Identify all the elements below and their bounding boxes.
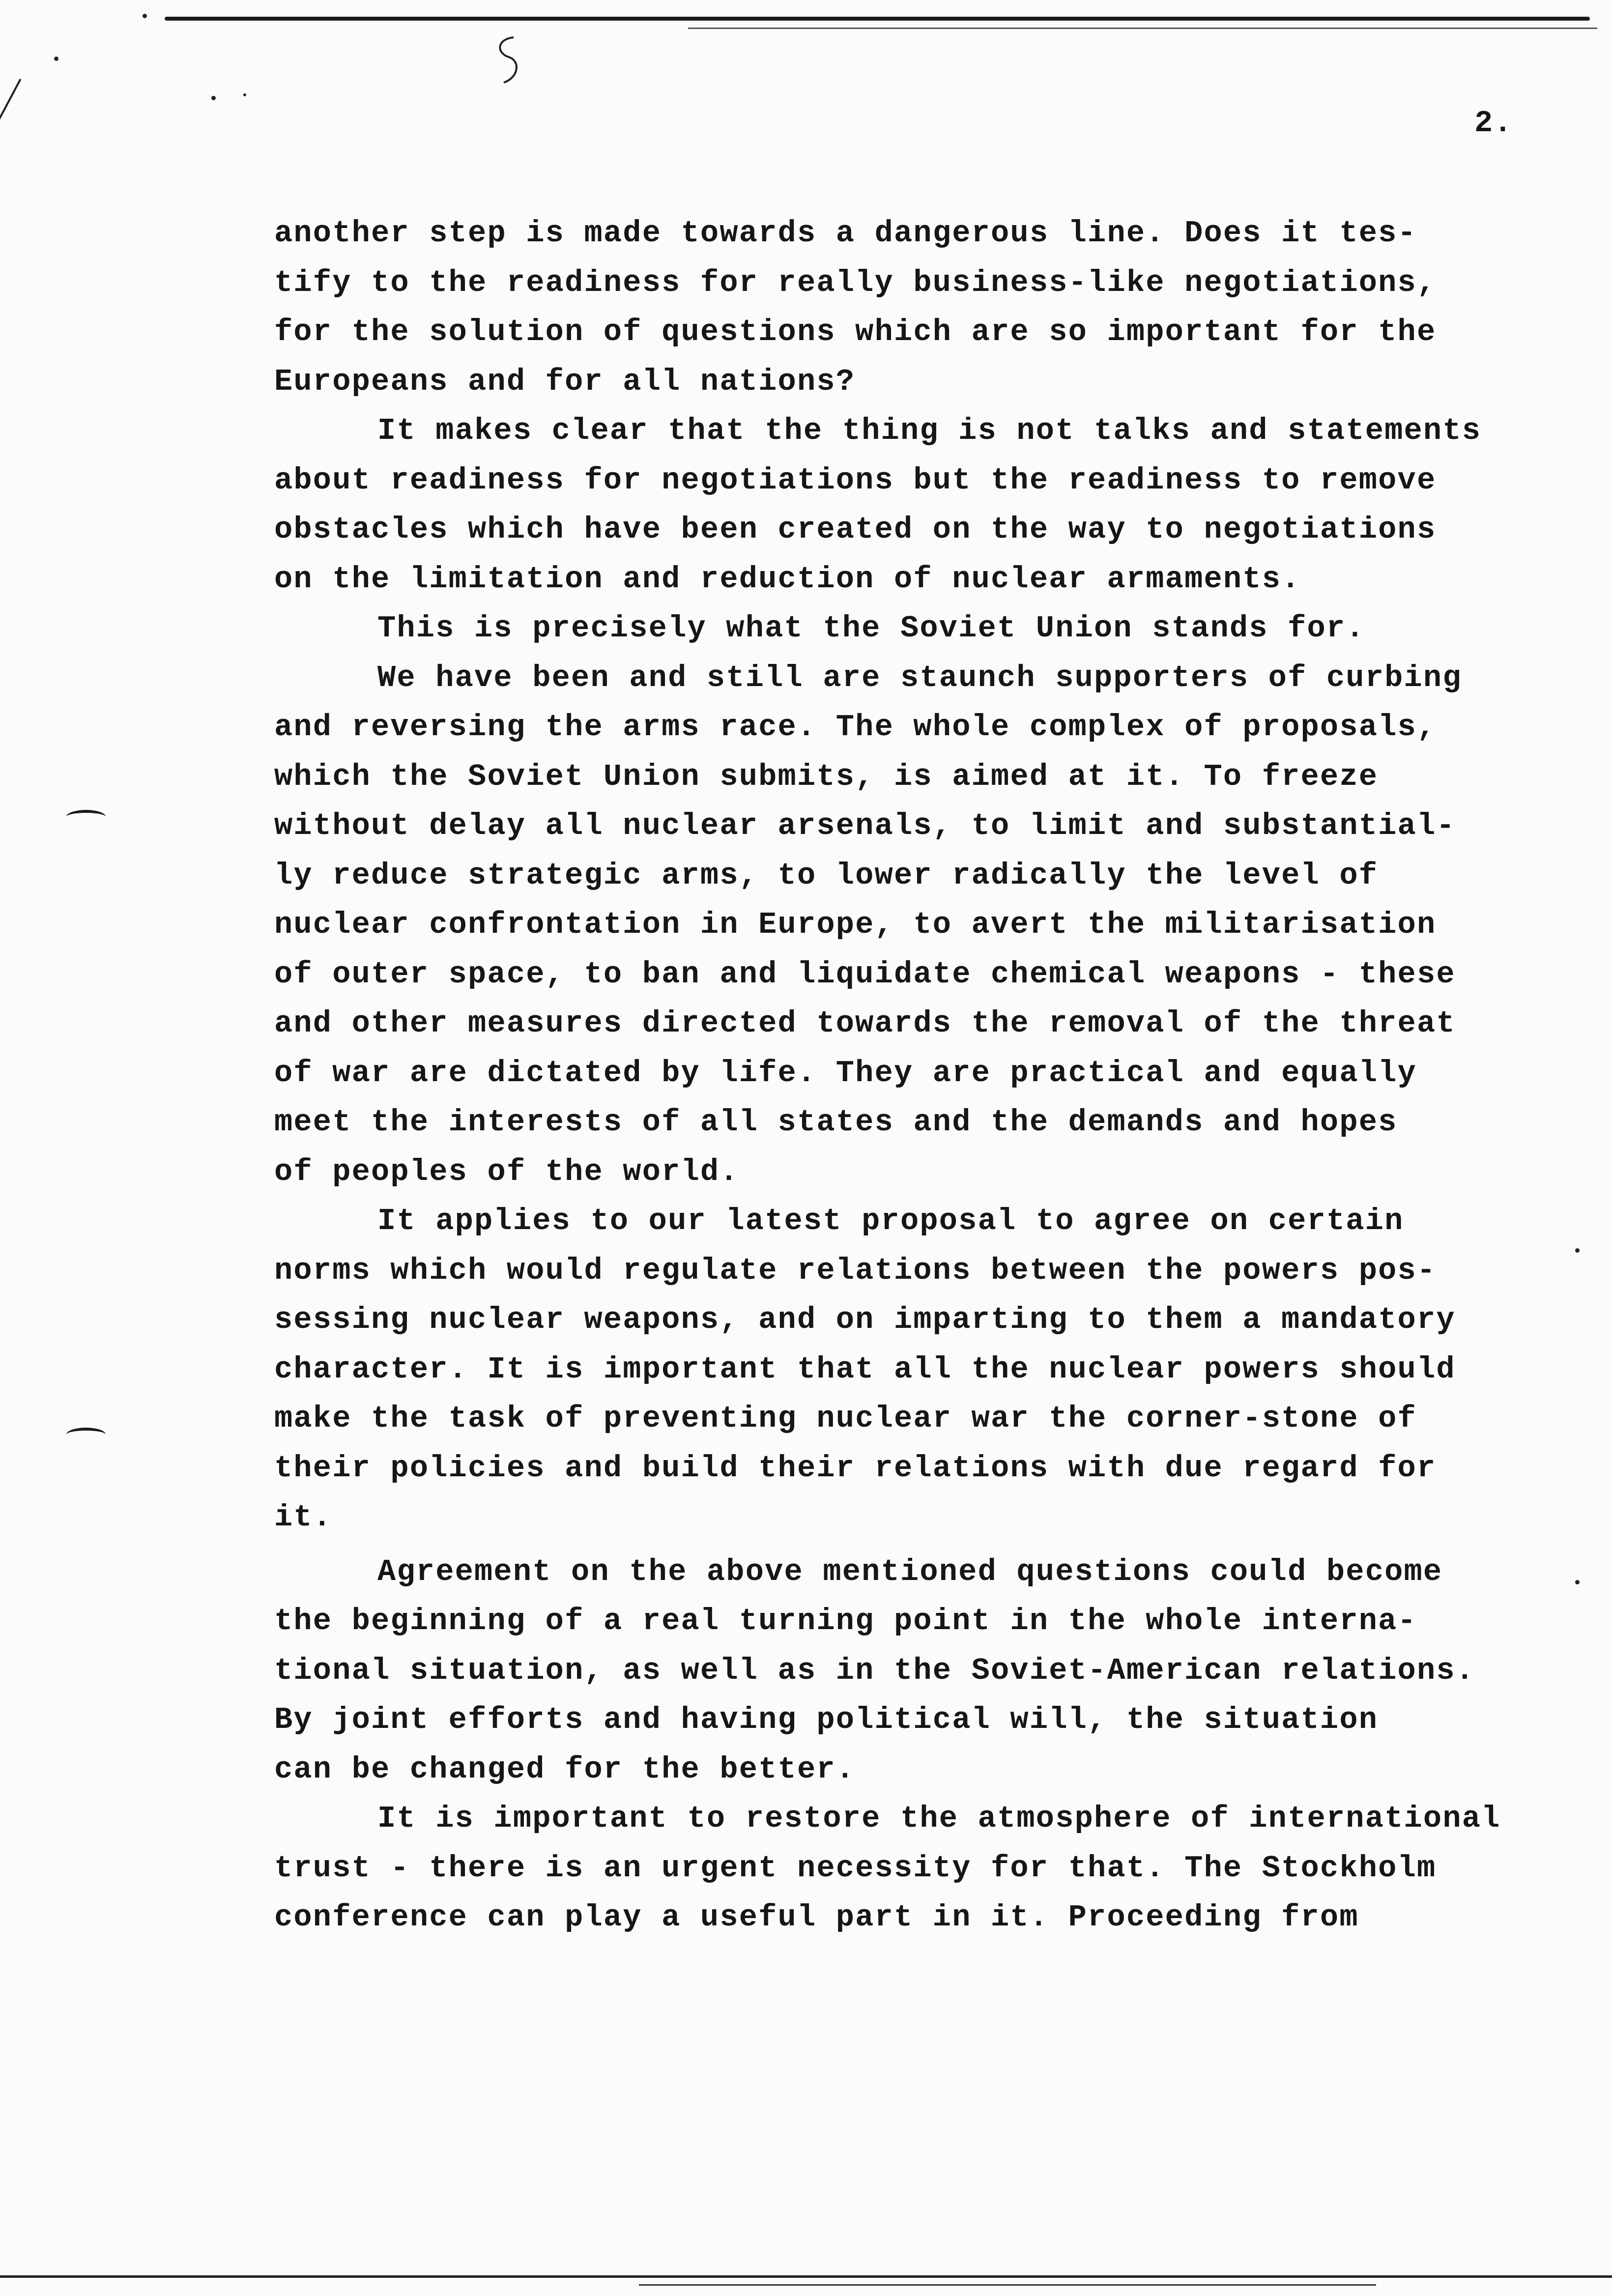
- text-line: on the limitation and reduction of nuclear armaments.: [274, 561, 1301, 597]
- paragraph-5: [274, 1197, 1572, 1543]
- paragraph-6: [274, 1548, 1572, 1795]
- text-line: tional situation, as well as in the Soviet-American relations.: [274, 1653, 1475, 1688]
- scan-bottom-rule: [0, 2275, 1612, 2278]
- scan-speck: [1575, 1248, 1580, 1253]
- text-line: It applies to our latest proposal to agree on certain: [377, 1204, 1404, 1238]
- pen-scribble-mark: [494, 33, 523, 87]
- text-line: Agreement on the above mentioned questions could become: [377, 1554, 1443, 1589]
- text-line: ly reduce strategic arms, to lower radically the level of: [274, 858, 1379, 893]
- scan-speck: [243, 93, 246, 96]
- text-line: about readiness for negotiations but the readiness to remove: [274, 462, 1437, 498]
- page-number: 2.: [1474, 106, 1513, 141]
- body-text: [274, 209, 1572, 1943]
- text-line: which the Soviet Union submits, is aimed at it. To freeze: [274, 759, 1379, 794]
- text-line: it.: [274, 1500, 333, 1535]
- scan-speck: [211, 96, 216, 100]
- text-line: conference can play a useful part in it. Proceeding from: [274, 1900, 1359, 1935]
- text-line: of outer space, to ban and liquidate chemical weapons - these: [274, 956, 1456, 992]
- text-line: By joint efforts and having political will, the situation: [274, 1702, 1379, 1737]
- text-line: norms which would regulate relations between the powers pos-: [274, 1253, 1437, 1288]
- scan-bottom-rule-secondary: [639, 2284, 1376, 2286]
- text-line: and reversing the arms race. The whole complex of proposals,: [274, 710, 1437, 745]
- text-line: It is important to restore the atmosphere of international: [377, 1801, 1501, 1836]
- paragraph-1: [274, 209, 1572, 406]
- text-line: make the task of preventing nuclear war the corner-stone of: [274, 1401, 1417, 1436]
- scan-speck: [1575, 1580, 1580, 1584]
- text-line: another step is made towards a dangerous line. Does it tes-: [274, 216, 1417, 251]
- paragraph-4: [274, 654, 1572, 1197]
- text-line: of peoples of the world.: [274, 1154, 739, 1189]
- text-line: sessing nuclear weapons, and on imparting to them a mandatory: [274, 1302, 1456, 1337]
- scan-speck: [54, 57, 58, 61]
- scan-top-rule: [165, 17, 1590, 21]
- text-line: character. It is important that all the nuclear powers should: [274, 1351, 1456, 1387]
- text-line: for the solution of questions which are so important for the: [274, 315, 1437, 349]
- paragraph-2: [274, 406, 1572, 604]
- text-line: This is precisely what the Soviet Union stands for.: [377, 611, 1365, 646]
- text-line: obstacles which have been created on the way to negotiations: [274, 512, 1437, 547]
- margin-punch-mark: [66, 1428, 106, 1441]
- text-line: It makes clear that the thing is not talks and statements: [377, 413, 1482, 448]
- text-line: nuclear confrontation in Europe, to avert the militarisation: [274, 907, 1437, 942]
- scan-top-thin-rule: [688, 28, 1597, 29]
- margin-punch-mark: [66, 810, 106, 824]
- paragraph-3: [274, 604, 1572, 654]
- margin-slash-mark: [0, 79, 22, 275]
- text-line: trust - there is an urgent necessity for that. The Stockholm: [274, 1850, 1437, 1886]
- text-line: their policies and build their relations with due regard for: [274, 1450, 1437, 1486]
- text-line: tify to the readiness for really business-like negotiations,: [274, 265, 1437, 300]
- text-line: can be changed for the better.: [274, 1751, 856, 1787]
- text-line: Europeans and for all nations?: [274, 364, 856, 399]
- text-line: We have been and still are staunch supporters of curbing: [377, 660, 1462, 695]
- text-line: the beginning of a real turning point in the whole interna-: [274, 1604, 1417, 1638]
- text-line: meet the interests of all states and the demands and hopes: [274, 1105, 1398, 1140]
- text-line: of war are dictated by life. They are practical and equally: [274, 1055, 1417, 1091]
- paragraph-7: [274, 1794, 1572, 1943]
- text-line: without delay all nuclear arsenals, to limit and substantial-: [274, 808, 1456, 843]
- scan-speck: [143, 14, 147, 18]
- text-line: and other measures directed towards the removal of the threat: [274, 1006, 1456, 1041]
